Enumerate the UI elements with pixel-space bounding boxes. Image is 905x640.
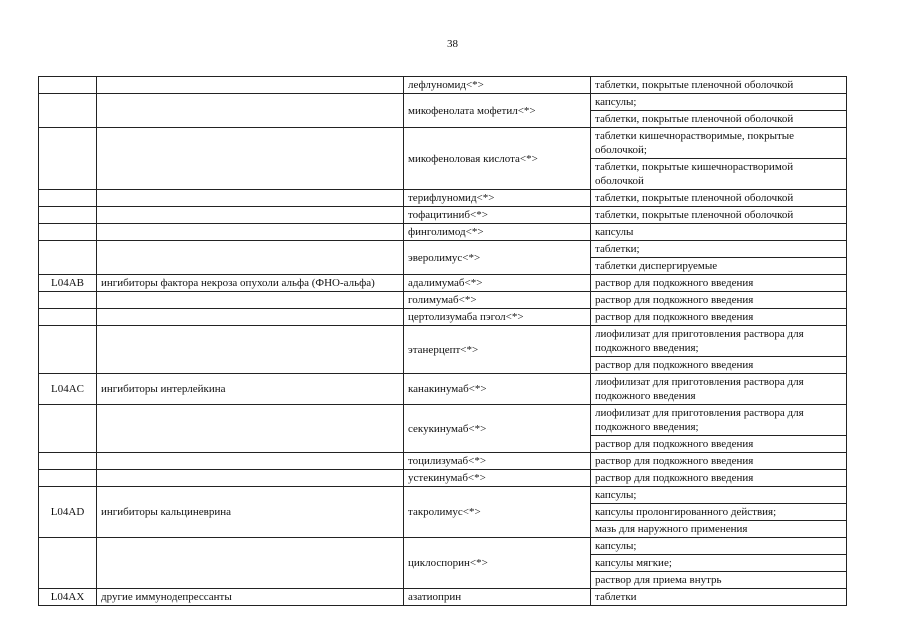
table-row	[39, 94, 847, 111]
dosage-form-cell: лиофилизат для приготовления раствора для подкожного введения;	[591, 326, 847, 357]
group-name-cell: другие иммунодепрессанты	[97, 589, 404, 606]
table-row	[39, 309, 847, 326]
group-name-cell	[97, 326, 404, 374]
dosage-form-cell: таблетки, покрытые пленочной оболочкой	[591, 190, 847, 207]
table-row	[39, 77, 847, 94]
atc-code-cell	[39, 453, 97, 470]
group-name-cell	[97, 292, 404, 309]
dosage-form-cell: мазь для наружного применения	[591, 521, 847, 538]
atc-code-cell	[39, 128, 97, 190]
table-row	[39, 275, 847, 292]
drug-name-cell: финголимод<*>	[404, 224, 591, 241]
group-name-cell	[97, 77, 404, 94]
drug-name-cell: канакинумаб<*>	[404, 374, 591, 405]
dosage-form-cell: лиофилизат для приготовления раствора для подкожного введения;	[591, 405, 847, 436]
drug-name-cell: эверолимус<*>	[404, 241, 591, 275]
table-row	[39, 405, 847, 436]
atc-code-cell	[39, 224, 97, 241]
table-row	[39, 470, 847, 487]
dosage-form-cell: таблетки	[591, 589, 847, 606]
table-row	[39, 374, 847, 405]
drug-name-cell: цертолизумаба пэгол<*>	[404, 309, 591, 326]
drug-list-table	[38, 76, 847, 606]
group-name-cell	[97, 538, 404, 589]
atc-code-cell	[39, 77, 97, 94]
atc-code-cell: L04AB	[39, 275, 97, 292]
table-row	[39, 487, 847, 504]
atc-code-cell	[39, 190, 97, 207]
dosage-form-cell: капсулы	[591, 224, 847, 241]
drug-name-cell: устекинумаб<*>	[404, 470, 591, 487]
dosage-form-cell: раствор для подкожного введения	[591, 292, 847, 309]
dosage-form-cell: таблетки, покрытые пленочной оболочкой	[591, 77, 847, 94]
atc-code-cell	[39, 405, 97, 453]
drug-name-cell: этанерцепт<*>	[404, 326, 591, 374]
drug-name-cell: микофенолата мофетил<*>	[404, 94, 591, 128]
dosage-form-cell: лиофилизат для приготовления раствора для подкожного введения	[591, 374, 847, 405]
atc-code-cell	[39, 326, 97, 374]
group-name-cell	[97, 94, 404, 128]
dosage-form-cell: раствор для подкожного введения	[591, 309, 847, 326]
table-body	[39, 77, 847, 606]
group-name-cell	[97, 405, 404, 453]
dosage-form-cell: раствор для приема внутрь	[591, 572, 847, 589]
group-name-cell	[97, 207, 404, 224]
page-number: 38	[447, 38, 458, 50]
dosage-form-cell: таблетки диспергируемые	[591, 258, 847, 275]
drug-name-cell: лефлуномид<*>	[404, 77, 591, 94]
atc-code-cell	[39, 538, 97, 589]
dosage-form-cell: таблетки, покрытые пленочной оболочкой	[591, 207, 847, 224]
table-row	[39, 207, 847, 224]
table-row	[39, 292, 847, 309]
drug-name-cell: адалимумаб<*>	[404, 275, 591, 292]
dosage-form-cell: раствор для подкожного введения	[591, 436, 847, 453]
atc-code-cell	[39, 94, 97, 128]
table-row	[39, 453, 847, 470]
dosage-form-cell: капсулы;	[591, 538, 847, 555]
atc-code-cell: L04AX	[39, 589, 97, 606]
atc-code-cell	[39, 207, 97, 224]
group-name-cell: ингибиторы кальциневрина	[97, 487, 404, 538]
dosage-form-cell: раствор для подкожного введения	[591, 275, 847, 292]
dosage-form-cell: капсулы мягкие;	[591, 555, 847, 572]
group-name-cell	[97, 241, 404, 275]
dosage-form-cell: капсулы пролонгированного действия;	[591, 504, 847, 521]
atc-code-cell: L04AC	[39, 374, 97, 405]
atc-code-cell: L04AD	[39, 487, 97, 538]
dosage-form-cell: раствор для подкожного введения	[591, 470, 847, 487]
group-name-cell	[97, 128, 404, 190]
atc-code-cell	[39, 309, 97, 326]
table-row	[39, 241, 847, 258]
group-name-cell	[97, 453, 404, 470]
group-name-cell	[97, 470, 404, 487]
drug-name-cell: тофацитиниб<*>	[404, 207, 591, 224]
group-name-cell	[97, 190, 404, 207]
dosage-form-cell: таблетки, покрытые кишечнорастворимой оболочкой	[591, 159, 847, 190]
group-name-cell: ингибиторы интерлейкина	[97, 374, 404, 405]
drug-name-cell: терифлуномид<*>	[404, 190, 591, 207]
drug-name-cell: тоцилизумаб<*>	[404, 453, 591, 470]
drug-name-cell: микофеноловая кислота<*>	[404, 128, 591, 190]
dosage-form-cell: раствор для подкожного введения	[591, 357, 847, 374]
drug-name-cell: секукинумаб<*>	[404, 405, 591, 453]
table-row	[39, 224, 847, 241]
group-name-cell	[97, 309, 404, 326]
dosage-form-cell: раствор для подкожного введения	[591, 453, 847, 470]
drug-name-cell: азатиоприн	[404, 589, 591, 606]
table-row	[39, 538, 847, 555]
atc-code-cell	[39, 470, 97, 487]
dosage-form-cell: таблетки кишечнорастворимые, покрытые оболочкой;	[591, 128, 847, 159]
drug-name-cell: голимумаб<*>	[404, 292, 591, 309]
dosage-form-cell: капсулы;	[591, 94, 847, 111]
drug-name-cell: такролимус<*>	[404, 487, 591, 538]
drug-name-cell: циклоспорин<*>	[404, 538, 591, 589]
dosage-form-cell: капсулы;	[591, 487, 847, 504]
dosage-form-cell: таблетки, покрытые пленочной оболочкой	[591, 111, 847, 128]
table-row	[39, 589, 847, 606]
table-row	[39, 326, 847, 357]
dosage-form-cell: таблетки;	[591, 241, 847, 258]
table-row	[39, 190, 847, 207]
group-name-cell: ингибиторы фактора некроза опухоли альфа (ФНО-альфа)	[97, 275, 404, 292]
atc-code-cell	[39, 241, 97, 275]
atc-code-cell	[39, 292, 97, 309]
group-name-cell	[97, 224, 404, 241]
table-row	[39, 128, 847, 159]
